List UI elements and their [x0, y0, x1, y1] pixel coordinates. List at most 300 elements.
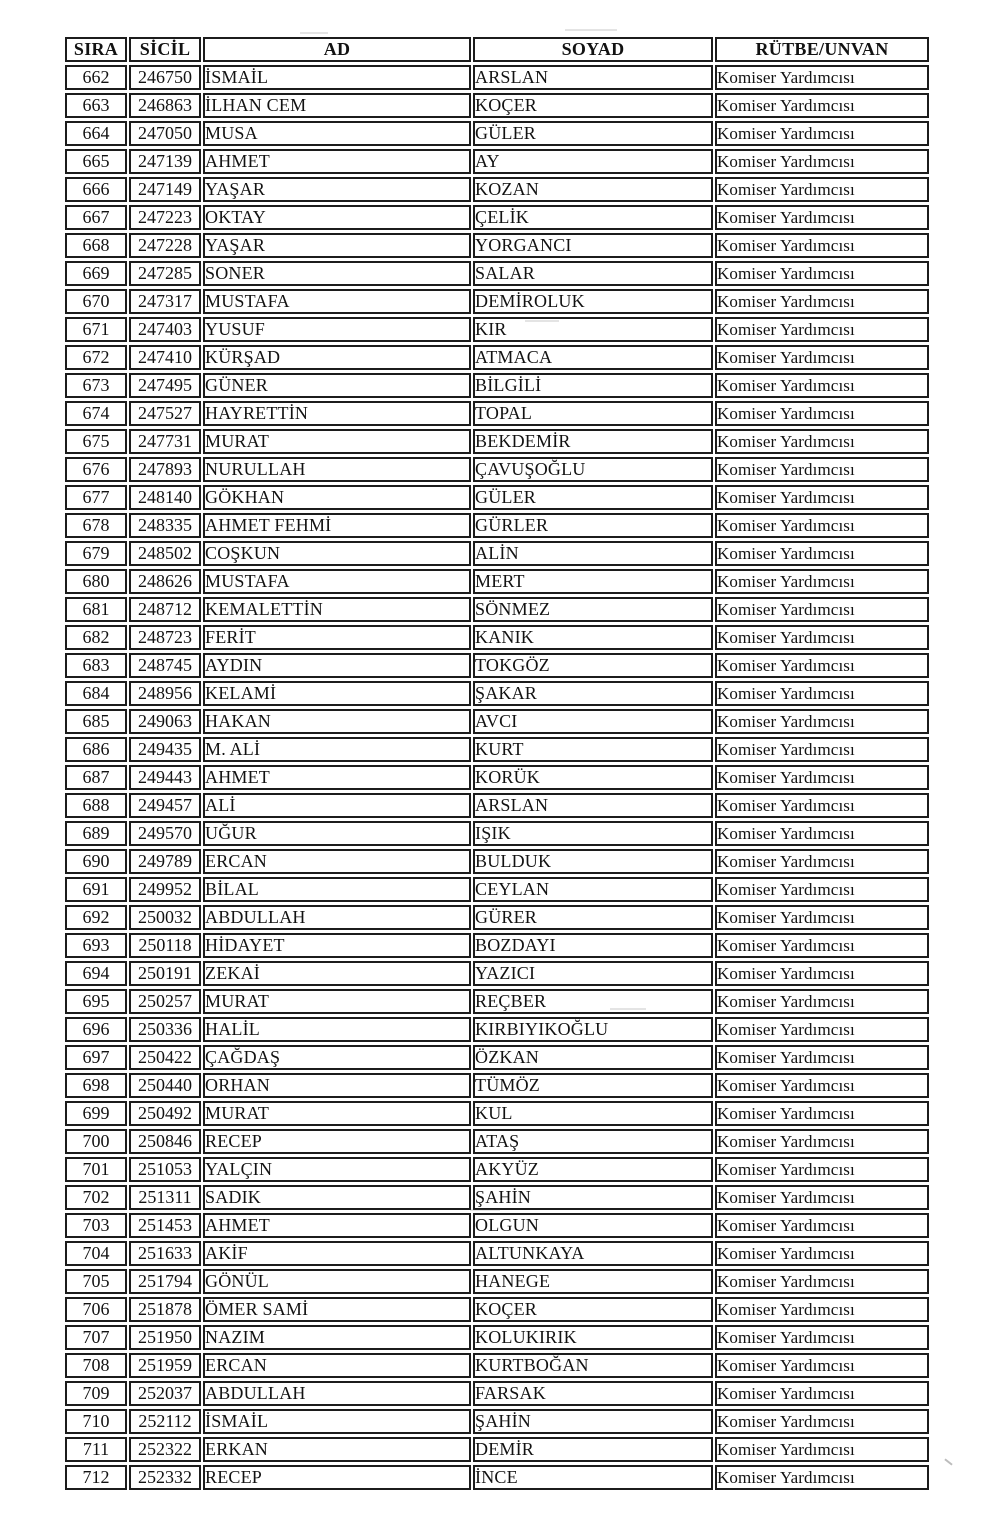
- cell-rutbe: Komiser Yardımcısı: [715, 1213, 929, 1238]
- table-row: [65, 1381, 929, 1406]
- cell-ad: ORHAN: [203, 1073, 471, 1098]
- cell-rutbe: Komiser Yardımcısı: [715, 765, 929, 790]
- cell-sira: 671: [65, 317, 127, 342]
- cell-ad: AHMET FEHMİ: [203, 513, 471, 538]
- cell-rutbe: Komiser Yardımcısı: [715, 429, 929, 454]
- cell-ad: MURAT: [203, 1101, 471, 1126]
- cell-soyad: MERT: [473, 569, 713, 594]
- cell-sicil: 247228: [129, 233, 201, 258]
- cell-ad: KELAMİ: [203, 681, 471, 706]
- table-row: [65, 877, 929, 902]
- cell-soyad: GÜRER: [473, 905, 713, 930]
- cell-ad: KÜRŞAD: [203, 345, 471, 370]
- cell-sira: 678: [65, 513, 127, 538]
- cell-sira: 662: [65, 65, 127, 90]
- cell-sira: 685: [65, 709, 127, 734]
- cell-ad: BİLAL: [203, 877, 471, 902]
- column-header-sicil: SİCİL: [129, 37, 201, 62]
- cell-sicil: 249570: [129, 821, 201, 846]
- table-row: [65, 233, 929, 258]
- cell-sicil: 250440: [129, 1073, 201, 1098]
- cell-sira: 664: [65, 121, 127, 146]
- table-row: [65, 1409, 929, 1434]
- table-row: [65, 429, 929, 454]
- table-row: [65, 1353, 929, 1378]
- cell-sira: 668: [65, 233, 127, 258]
- table-row: [65, 933, 929, 958]
- cell-sira: 711: [65, 1437, 127, 1462]
- cell-sira: 699: [65, 1101, 127, 1126]
- cell-soyad: SÖNMEZ: [473, 597, 713, 622]
- cell-soyad: GÜRLER: [473, 513, 713, 538]
- cell-ad: SONER: [203, 261, 471, 286]
- cell-sira: 681: [65, 597, 127, 622]
- cell-soyad: KIRBIYIKOĞLU: [473, 1017, 713, 1042]
- cell-soyad: ÇELİK: [473, 205, 713, 230]
- cell-soyad: KOÇER: [473, 1297, 713, 1322]
- cell-sicil: 247149: [129, 177, 201, 202]
- table-row: [65, 597, 929, 622]
- cell-sicil: 247223: [129, 205, 201, 230]
- cell-sicil: 251453: [129, 1213, 201, 1238]
- scan-smudge: [565, 29, 617, 31]
- table-row: [65, 1045, 929, 1070]
- cell-sicil: 247403: [129, 317, 201, 342]
- cell-soyad: ARSLAN: [473, 65, 713, 90]
- cell-rutbe: Komiser Yardımcısı: [715, 793, 929, 818]
- cell-ad: MUSTAFA: [203, 569, 471, 594]
- cell-rutbe: Komiser Yardımcısı: [715, 289, 929, 314]
- table-row: [65, 1241, 929, 1266]
- cell-sira: 691: [65, 877, 127, 902]
- cell-ad: AYDIN: [203, 653, 471, 678]
- cell-ad: NURULLAH: [203, 457, 471, 482]
- cell-rutbe: Komiser Yardımcısı: [715, 737, 929, 762]
- table-row: [65, 1017, 929, 1042]
- cell-sira: 663: [65, 93, 127, 118]
- cell-soyad: KANIK: [473, 625, 713, 650]
- table-row: [65, 1213, 929, 1238]
- table-row: [65, 765, 929, 790]
- cell-rutbe: Komiser Yardımcısı: [715, 1465, 929, 1490]
- cell-rutbe: Komiser Yardımcısı: [715, 1073, 929, 1098]
- cell-sicil: 246750: [129, 65, 201, 90]
- cell-sira: 670: [65, 289, 127, 314]
- cell-sira: 696: [65, 1017, 127, 1042]
- cell-ad: RECEP: [203, 1129, 471, 1154]
- cell-rutbe: Komiser Yardımcısı: [715, 457, 929, 482]
- cell-sicil: 249443: [129, 765, 201, 790]
- cell-soyad: REÇBER: [473, 989, 713, 1014]
- cell-sicil: 247495: [129, 373, 201, 398]
- cell-ad: COŞKUN: [203, 541, 471, 566]
- cell-rutbe: Komiser Yardımcısı: [715, 149, 929, 174]
- cell-rutbe: Komiser Yardımcısı: [715, 1409, 929, 1434]
- cell-sicil: 250336: [129, 1017, 201, 1042]
- cell-sicil: 248502: [129, 541, 201, 566]
- cell-rutbe: Komiser Yardımcısı: [715, 905, 929, 930]
- cell-sira: 682: [65, 625, 127, 650]
- cell-soyad: KUL: [473, 1101, 713, 1126]
- cell-soyad: AVCI: [473, 709, 713, 734]
- cell-ad: KEMALETTİN: [203, 597, 471, 622]
- cell-ad: GÖNÜL: [203, 1269, 471, 1294]
- cell-sicil: 250846: [129, 1129, 201, 1154]
- cell-rutbe: Komiser Yardımcısı: [715, 1437, 929, 1462]
- cell-sicil: 249435: [129, 737, 201, 762]
- table-row: [65, 93, 929, 118]
- cell-ad: NAZIM: [203, 1325, 471, 1350]
- cell-rutbe: Komiser Yardımcısı: [715, 261, 929, 286]
- cell-ad: MURAT: [203, 429, 471, 454]
- cell-sicil: 248712: [129, 597, 201, 622]
- table-row: [65, 1157, 929, 1182]
- cell-ad: AHMET: [203, 765, 471, 790]
- cell-sicil: 251311: [129, 1185, 201, 1210]
- cell-rutbe: Komiser Yardımcısı: [715, 485, 929, 510]
- cell-sicil: 247410: [129, 345, 201, 370]
- cell-soyad: KOLUKIRIK: [473, 1325, 713, 1350]
- cell-soyad: BEKDEMİR: [473, 429, 713, 454]
- table-row: [65, 177, 929, 202]
- cell-rutbe: Komiser Yardımcısı: [715, 373, 929, 398]
- cell-ad: ABDULLAH: [203, 1381, 471, 1406]
- cell-sira: 704: [65, 1241, 127, 1266]
- cell-soyad: KURTBOĞAN: [473, 1353, 713, 1378]
- cell-soyad: HANEGE: [473, 1269, 713, 1294]
- cell-soyad: KORÜK: [473, 765, 713, 790]
- cell-rutbe: Komiser Yardımcısı: [715, 1157, 929, 1182]
- cell-sicil: 249789: [129, 849, 201, 874]
- cell-sira: 703: [65, 1213, 127, 1238]
- cell-sira: 684: [65, 681, 127, 706]
- table-row: [65, 1269, 929, 1294]
- scan-artifact: [944, 1458, 952, 1465]
- table-row: [65, 681, 929, 706]
- table-row: [65, 261, 929, 286]
- cell-sira: 687: [65, 765, 127, 790]
- cell-soyad: SALAR: [473, 261, 713, 286]
- table-row: [65, 989, 929, 1014]
- table-row: [65, 345, 929, 370]
- cell-ad: YAŞAR: [203, 233, 471, 258]
- cell-sicil: 250422: [129, 1045, 201, 1070]
- table-row: [65, 401, 929, 426]
- cell-rutbe: Komiser Yardımcısı: [715, 961, 929, 986]
- cell-rutbe: Komiser Yardımcısı: [715, 317, 929, 342]
- table-row: [65, 653, 929, 678]
- cell-sira: 702: [65, 1185, 127, 1210]
- table-row: [65, 205, 929, 230]
- cell-sira: 708: [65, 1353, 127, 1378]
- table-row: [65, 513, 929, 538]
- table-row: [65, 485, 929, 510]
- cell-rutbe: Komiser Yardımcısı: [715, 1129, 929, 1154]
- cell-sicil: 249952: [129, 877, 201, 902]
- cell-sicil: 250492: [129, 1101, 201, 1126]
- cell-soyad: IŞIK: [473, 821, 713, 846]
- cell-rutbe: Komiser Yardımcısı: [715, 1185, 929, 1210]
- cell-ad: OKTAY: [203, 205, 471, 230]
- cell-rutbe: Komiser Yardımcısı: [715, 1381, 929, 1406]
- cell-rutbe: Komiser Yardımcısı: [715, 653, 929, 678]
- cell-soyad: ATAŞ: [473, 1129, 713, 1154]
- table-row: [65, 709, 929, 734]
- cell-soyad: BOZDAYI: [473, 933, 713, 958]
- cell-ad: GÜNER: [203, 373, 471, 398]
- column-header-ad: AD: [203, 37, 471, 62]
- cell-ad: ABDULLAH: [203, 905, 471, 930]
- cell-soyad: ŞAHİN: [473, 1409, 713, 1434]
- cell-soyad: KOÇER: [473, 93, 713, 118]
- cell-sicil: 250118: [129, 933, 201, 958]
- cell-rutbe: Komiser Yardımcısı: [715, 877, 929, 902]
- table-row: [65, 1185, 929, 1210]
- table-row: [65, 821, 929, 846]
- cell-sira: 666: [65, 177, 127, 202]
- cell-sicil: 247285: [129, 261, 201, 286]
- cell-sira: 672: [65, 345, 127, 370]
- cell-soyad: DEMİR: [473, 1437, 713, 1462]
- cell-sira: 701: [65, 1157, 127, 1182]
- table-row: [65, 793, 929, 818]
- cell-ad: HALİL: [203, 1017, 471, 1042]
- cell-ad: HAYRETTİN: [203, 401, 471, 426]
- cell-soyad: İNCE: [473, 1465, 713, 1490]
- cell-rutbe: Komiser Yardımcısı: [715, 177, 929, 202]
- cell-sira: 677: [65, 485, 127, 510]
- cell-ad: ZEKAİ: [203, 961, 471, 986]
- cell-sira: 673: [65, 373, 127, 398]
- cell-sira: 669: [65, 261, 127, 286]
- cell-soyad: BİLGİLİ: [473, 373, 713, 398]
- cell-ad: İSMAİL: [203, 1409, 471, 1434]
- cell-soyad: ALTUNKAYA: [473, 1241, 713, 1266]
- cell-sicil: 248140: [129, 485, 201, 510]
- cell-sicil: 251959: [129, 1353, 201, 1378]
- cell-sira: 710: [65, 1409, 127, 1434]
- cell-sira: 697: [65, 1045, 127, 1070]
- cell-soyad: ÖZKAN: [473, 1045, 713, 1070]
- cell-sira: 705: [65, 1269, 127, 1294]
- cell-rutbe: Komiser Yardımcısı: [715, 625, 929, 650]
- cell-ad: HİDAYET: [203, 933, 471, 958]
- cell-sira: 683: [65, 653, 127, 678]
- cell-ad: RECEP: [203, 1465, 471, 1490]
- cell-sira: 706: [65, 1297, 127, 1322]
- column-header-sira: SIRA: [65, 37, 127, 62]
- cell-sira: 694: [65, 961, 127, 986]
- cell-soyad: DEMİROLUK: [473, 289, 713, 314]
- cell-soyad: TOKGÖZ: [473, 653, 713, 678]
- cell-rutbe: Komiser Yardımcısı: [715, 233, 929, 258]
- cell-rutbe: Komiser Yardımcısı: [715, 121, 929, 146]
- cell-ad: FERİT: [203, 625, 471, 650]
- cell-soyad: FARSAK: [473, 1381, 713, 1406]
- cell-soyad: ŞAKAR: [473, 681, 713, 706]
- cell-ad: YALÇIN: [203, 1157, 471, 1182]
- cell-soyad: CEYLAN: [473, 877, 713, 902]
- cell-sicil: 251633: [129, 1241, 201, 1266]
- column-header-rutbe: RÜTBE/UNVAN: [715, 37, 929, 62]
- cell-sira: 712: [65, 1465, 127, 1490]
- table-header-row: [65, 37, 929, 62]
- cell-ad: MUSTAFA: [203, 289, 471, 314]
- cell-sicil: 248626: [129, 569, 201, 594]
- cell-rutbe: Komiser Yardımcısı: [715, 401, 929, 426]
- cell-ad: MURAT: [203, 989, 471, 1014]
- cell-rutbe: Komiser Yardımcısı: [715, 541, 929, 566]
- cell-sira: 695: [65, 989, 127, 1014]
- cell-soyad: TÜMÖZ: [473, 1073, 713, 1098]
- cell-ad: AKİF: [203, 1241, 471, 1266]
- cell-ad: YAŞAR: [203, 177, 471, 202]
- cell-sicil: 252037: [129, 1381, 201, 1406]
- table-row: [65, 317, 929, 342]
- cell-soyad: AY: [473, 149, 713, 174]
- cell-ad: AHMET: [203, 149, 471, 174]
- table-row: [65, 149, 929, 174]
- cell-ad: YUSUF: [203, 317, 471, 342]
- table-row: [65, 121, 929, 146]
- cell-rutbe: Komiser Yardımcısı: [715, 989, 929, 1014]
- cell-sicil: 251950: [129, 1325, 201, 1350]
- cell-sicil: 249063: [129, 709, 201, 734]
- cell-rutbe: Komiser Yardımcısı: [715, 1269, 929, 1294]
- cell-sicil: 251794: [129, 1269, 201, 1294]
- cell-sicil: 248745: [129, 653, 201, 678]
- table-row: [65, 457, 929, 482]
- table-row: [65, 849, 929, 874]
- table-row: [65, 65, 929, 90]
- cell-rutbe: Komiser Yardımcısı: [715, 1101, 929, 1126]
- cell-rutbe: Komiser Yardımcısı: [715, 345, 929, 370]
- cell-sicil: 249457: [129, 793, 201, 818]
- cell-rutbe: Komiser Yardımcısı: [715, 1017, 929, 1042]
- cell-soyad: ŞAHİN: [473, 1185, 713, 1210]
- cell-sicil: 247527: [129, 401, 201, 426]
- cell-rutbe: Komiser Yardımcısı: [715, 65, 929, 90]
- cell-soyad: GÜLER: [473, 121, 713, 146]
- cell-sicil: 247317: [129, 289, 201, 314]
- cell-rutbe: Komiser Yardımcısı: [715, 205, 929, 230]
- cell-ad: ÇAĞDAŞ: [203, 1045, 471, 1070]
- cell-rutbe: Komiser Yardımcısı: [715, 1045, 929, 1070]
- cell-sira: 692: [65, 905, 127, 930]
- personnel-table: [63, 34, 931, 1493]
- cell-soyad: YORGANCI: [473, 233, 713, 258]
- cell-soyad: YAZICI: [473, 961, 713, 986]
- cell-soyad: AKYÜZ: [473, 1157, 713, 1182]
- table-body: [65, 65, 929, 1490]
- cell-soyad: ALİN: [473, 541, 713, 566]
- cell-sira: 676: [65, 457, 127, 482]
- cell-rutbe: Komiser Yardımcısı: [715, 1325, 929, 1350]
- cell-sira: 698: [65, 1073, 127, 1098]
- cell-ad: M. ALİ: [203, 737, 471, 762]
- cell-rutbe: Komiser Yardımcısı: [715, 93, 929, 118]
- cell-ad: ERCAN: [203, 849, 471, 874]
- table-row: [65, 1325, 929, 1350]
- cell-soyad: TOPAL: [473, 401, 713, 426]
- cell-ad: ALİ: [203, 793, 471, 818]
- cell-sicil: 247050: [129, 121, 201, 146]
- cell-ad: HAKAN: [203, 709, 471, 734]
- cell-sira: 688: [65, 793, 127, 818]
- cell-sicil: 250191: [129, 961, 201, 986]
- cell-sira: 679: [65, 541, 127, 566]
- column-header-soyad: SOYAD: [473, 37, 713, 62]
- cell-soyad: ÇAVUŞOĞLU: [473, 457, 713, 482]
- cell-sira: 689: [65, 821, 127, 846]
- cell-sicil: 252112: [129, 1409, 201, 1434]
- cell-rutbe: Komiser Yardımcısı: [715, 513, 929, 538]
- cell-sira: 675: [65, 429, 127, 454]
- cell-sira: 690: [65, 849, 127, 874]
- cell-rutbe: Komiser Yardımcısı: [715, 1241, 929, 1266]
- cell-sicil: 250032: [129, 905, 201, 930]
- table-row: [65, 961, 929, 986]
- cell-sira: 707: [65, 1325, 127, 1350]
- cell-sira: 686: [65, 737, 127, 762]
- cell-sicil: 252322: [129, 1437, 201, 1462]
- cell-sira: 667: [65, 205, 127, 230]
- table-row: [65, 737, 929, 762]
- cell-sicil: 248956: [129, 681, 201, 706]
- cell-ad: ERCAN: [203, 1353, 471, 1378]
- cell-ad: SADIK: [203, 1185, 471, 1210]
- cell-rutbe: Komiser Yardımcısı: [715, 849, 929, 874]
- cell-sira: 680: [65, 569, 127, 594]
- cell-sira: 709: [65, 1381, 127, 1406]
- table-row: [65, 625, 929, 650]
- cell-sicil: 247731: [129, 429, 201, 454]
- cell-sicil: 251053: [129, 1157, 201, 1182]
- table-row: [65, 541, 929, 566]
- cell-soyad: GÜLER: [473, 485, 713, 510]
- table-row: [65, 1437, 929, 1462]
- table-row: [65, 1297, 929, 1322]
- cell-sicil: 250257: [129, 989, 201, 1014]
- cell-rutbe: Komiser Yardımcısı: [715, 1353, 929, 1378]
- cell-ad: İLHAN CEM: [203, 93, 471, 118]
- cell-sicil: 247893: [129, 457, 201, 482]
- cell-ad: AHMET: [203, 1213, 471, 1238]
- cell-ad: İSMAİL: [203, 65, 471, 90]
- cell-ad: MUSA: [203, 121, 471, 146]
- cell-sira: 693: [65, 933, 127, 958]
- cell-rutbe: Komiser Yardımcısı: [715, 569, 929, 594]
- cell-soyad: KIR: [473, 317, 713, 342]
- table-row: [65, 1465, 929, 1490]
- cell-ad: GÖKHAN: [203, 485, 471, 510]
- cell-soyad: ARSLAN: [473, 793, 713, 818]
- table-row: [65, 289, 929, 314]
- table-row: [65, 1129, 929, 1154]
- table-row: [65, 905, 929, 930]
- cell-rutbe: Komiser Yardımcısı: [715, 821, 929, 846]
- cell-soyad: KURT: [473, 737, 713, 762]
- cell-rutbe: Komiser Yardımcısı: [715, 709, 929, 734]
- cell-sicil: 247139: [129, 149, 201, 174]
- cell-rutbe: Komiser Yardımcısı: [715, 1297, 929, 1322]
- table-row: [65, 1073, 929, 1098]
- cell-soyad: KOZAN: [473, 177, 713, 202]
- cell-soyad: OLGUN: [473, 1213, 713, 1238]
- cell-rutbe: Komiser Yardımcısı: [715, 681, 929, 706]
- cell-sicil: 246863: [129, 93, 201, 118]
- cell-sira: 700: [65, 1129, 127, 1154]
